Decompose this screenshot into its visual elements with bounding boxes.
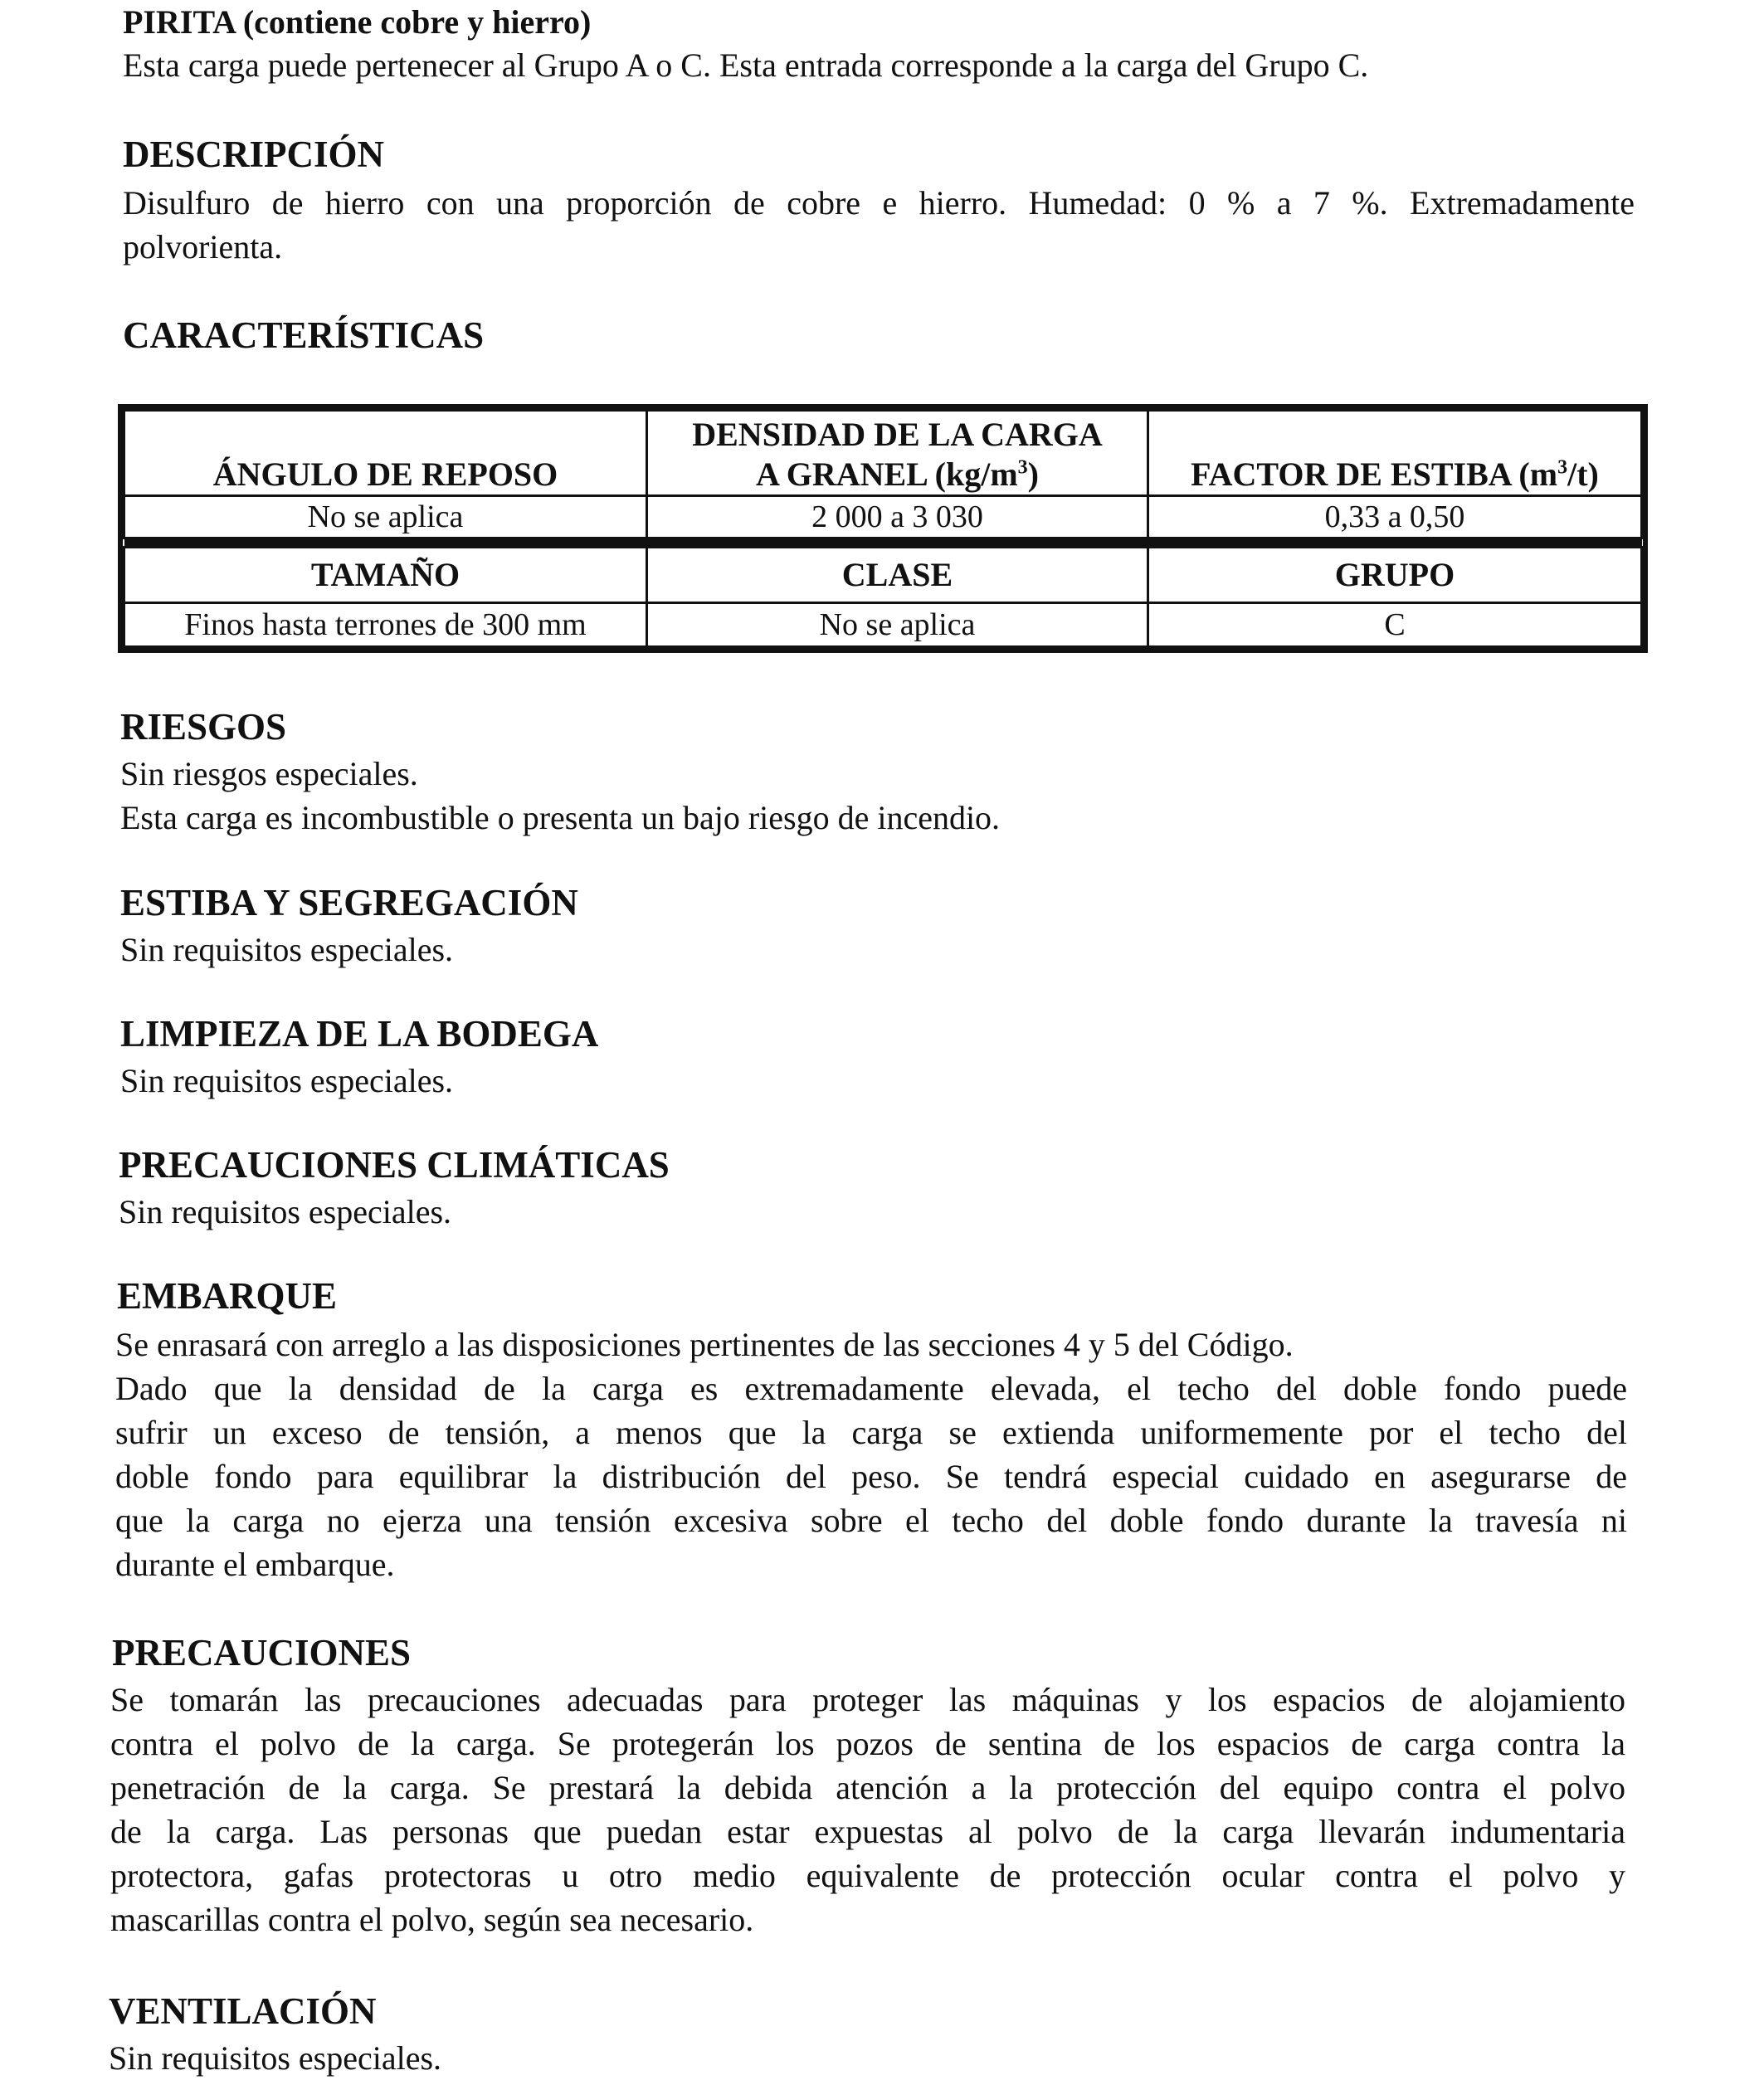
table-row: [124, 603, 1642, 647]
climaticas-text: Sin requisitos especiales.: [119, 1193, 452, 1230]
header-tamano: TAMAÑO: [124, 548, 647, 603]
precauciones-heading: PRECAUCIONES: [112, 1632, 412, 1673]
header-clase: CLASE: [647, 548, 1148, 603]
value-tamano: Finos hasta terrones de 300 mm: [124, 603, 647, 647]
header-factor-text: FACTOR DE ESTIBA (m: [1191, 455, 1558, 493]
estiba-text: Sin requisitos especiales.: [120, 931, 454, 968]
value-angulo: No se aplica: [124, 496, 647, 538]
value-factor: 0,33 a 0,50: [1148, 496, 1642, 538]
precauciones-line: mascarillas contra el polvo, según sea necesario.: [110, 1901, 754, 1938]
riesgos-line: Sin riesgos especiales.: [120, 755, 418, 792]
riesgos-line: Esta carga es incombustible o presenta un bajo riesgo de incendio.: [120, 799, 1001, 836]
value-clase: No se aplica: [647, 603, 1148, 647]
value-densidad: 2 000 a 3 030: [647, 496, 1148, 538]
precauciones-line: penetración de la carga. Se prestará la debida atención a la protección del equipo contra el polvo: [110, 1769, 1625, 1806]
characteristics-table: [118, 404, 1648, 653]
ventilacion-text: Sin requisitos especiales.: [109, 2039, 442, 2077]
embarque-heading: EMBARQUE: [117, 1275, 338, 1317]
descripcion-text: [123, 181, 1635, 269]
embarque-line: sufrir un exceso de tensión, a menos que la carga se extienda uniformemente por el techo del: [115, 1414, 1627, 1451]
header-densidad-unit: A GRANEL (kg/m: [756, 455, 1018, 493]
limpieza-text: Sin requisitos especiales.: [120, 1062, 454, 1099]
caracteristicas-heading: CARACTERÍSTICAS: [123, 314, 485, 356]
precauciones-line: de la carga. Las personas que puedan estar expuestas al polvo de la carga llevarán indumentaria: [110, 1813, 1625, 1850]
header-factor: [1148, 411, 1642, 496]
document-title: PIRITA (contiene cobre y hierro): [123, 3, 592, 41]
embarque-line: Dado que la densidad de la carga es extremadamente elevada, el techo del doble fondo puede: [115, 1370, 1627, 1407]
limpieza-heading: LIMPIEZA DE LA BODEGA: [120, 1013, 599, 1055]
precauciones-line: protectora, gafas protectoras u otro medio equivalente de protección ocular contra el polvo y: [110, 1857, 1625, 1894]
header-factor-close: /t): [1567, 455, 1599, 493]
riesgos-text: [120, 752, 1000, 840]
embarque-line: Se enrasará con arreglo a las disposiciones pertinentes de las secciones 4 y 5 del Código.: [115, 1326, 1294, 1363]
descripcion-heading: DESCRIPCIÓN: [123, 134, 385, 175]
header-angulo: ÁNGULO DE REPOSO: [124, 411, 647, 496]
embarque-line: que la carga no ejerza una tensión excesiva sobre el techo del doble fondo durante la travesía ni: [115, 1502, 1627, 1539]
header-densidad-sup: 3: [1017, 456, 1028, 479]
header-grupo: GRUPO: [1148, 548, 1642, 603]
descripcion-line: Disulfuro de hierro con una proporción de cobre e hierro. Humedad: 0 % a 7 %. Extremadamente: [123, 184, 1635, 222]
table-header-row: [124, 548, 1642, 603]
table-header-row: [124, 411, 1642, 496]
descripcion-line: polvorienta.: [123, 228, 283, 265]
embarque-line: doble fondo para equilibrar la distribución del peso. Se tendrá especial cuidado en asegurarse de: [115, 1458, 1627, 1495]
estiba-heading: ESTIBA Y SEGREGACIÓN: [120, 882, 578, 923]
table-separator-bar: [124, 538, 1642, 548]
precauciones-line: contra el polvo de la carga. Se protegerán los pozos de sentina de los espacios de carga contra la: [110, 1725, 1625, 1762]
ventilacion-heading: VENTILACIÓN: [109, 1990, 377, 2032]
embarque-line: durante el embarque.: [115, 1546, 395, 1583]
table-separator: [124, 538, 1642, 548]
header-densidad-close: ): [1027, 455, 1039, 493]
embarque-text: [115, 1323, 1627, 1586]
precauciones-text: [110, 1678, 1625, 1941]
intro-text: Esta carga puede pertenecer al Grupo A o C. Esta entrada corresponde a la carga del Grupo C.: [123, 46, 1369, 84]
climaticas-heading: PRECAUCIONES CLIMÁTICAS: [119, 1144, 670, 1186]
table-row: [124, 496, 1642, 538]
header-densidad: [647, 411, 1148, 496]
header-factor-sup: 3: [1557, 456, 1568, 479]
value-grupo: C: [1148, 603, 1642, 647]
precauciones-line: Se tomarán las precauciones adecuadas para proteger las máquinas y los espacios de alojamiento: [110, 1681, 1625, 1718]
riesgos-heading: RIESGOS: [120, 706, 287, 748]
header-densidad-line2: [648, 455, 1147, 494]
header-densidad-line1: DENSIDAD DE LA CARGA: [692, 416, 1103, 453]
